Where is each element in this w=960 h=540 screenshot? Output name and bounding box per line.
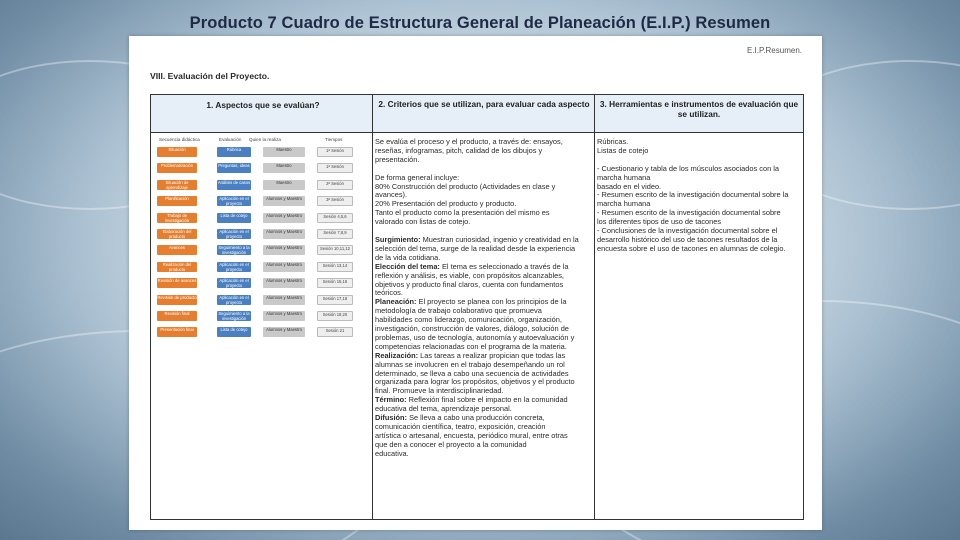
section-title: VIII. Evaluación del Proyecto. [150, 71, 270, 81]
flow-box: Revisión de producto [157, 295, 197, 305]
text-line: alumnas se involucren en el trabajo desempeñando un rol [375, 360, 565, 369]
document-corner-label: E.I.P.Resumen. [747, 46, 802, 55]
flow-box: Aplicación en el proyecto [217, 278, 251, 288]
flow-box: Sesión 17,18 [317, 295, 353, 305]
flow-box: Avances [157, 245, 197, 255]
flow-box: Situación de aprendizaje [157, 180, 197, 190]
text-line [597, 156, 801, 165]
flow-box: Sesión 7,8,9 [317, 229, 353, 239]
flow-box: Sesión 13,14 [317, 262, 353, 272]
flow-box: Seguimiento a la investigación [218, 245, 250, 256]
text-line: desarrollo histórico del uso de tacones resultados de la [597, 235, 778, 244]
flow-box: Alumnos y Maestro [263, 327, 305, 337]
flow-box: 1ª Sesión [317, 147, 353, 157]
flow-box: Aplicación en el proyecto [217, 262, 251, 272]
flow-box: Planificación [157, 196, 197, 206]
text-line: - Conclusiones de la investigación documental sobre el [597, 227, 778, 236]
criteria-text [375, 138, 591, 459]
flow-header: Quien la realiza [249, 137, 281, 142]
text-line: teóricos. [375, 289, 403, 298]
text-line: artística o artesanal, encuesta, periódico mural, entre otras [375, 431, 568, 440]
flow-box: Problematización [157, 163, 197, 173]
flow-box: Sesión 15,16 [317, 278, 353, 288]
flow-box: Sesión 21 [317, 327, 353, 337]
text-line [375, 227, 591, 236]
flow-box: Rúbrica [217, 147, 251, 157]
text-line: comunicación científica, teatro, exposición, creación [375, 423, 546, 431]
text-line: problemas, uso de tecnología, autonomía y autoevaluación y [375, 333, 575, 342]
table-header-criteria: 2. Criterios que se utilizan, para evaluar cada aspecto [378, 99, 590, 109]
flow-box: Elaboración del producto [157, 229, 197, 239]
text-line: 80% Construcción del producto (Actividades en clase y [375, 182, 556, 191]
text-line: Elección del tema: El tema es seleccionado a través de la [375, 262, 569, 271]
flow-box: Revisión final [157, 311, 197, 321]
text-line: encuesta sobre el uso de tacones en alumnas de colegio. [597, 244, 786, 253]
flow-box: Seguimiento a la investigación [218, 311, 250, 321]
text-line: 20% Presentación del producto y producto. [375, 200, 517, 209]
text-line: final. Promueve la interdisciplinariedad. [375, 387, 504, 396]
flow-box: Alumnos y Maestro [263, 196, 305, 206]
text-line: de la vida cotidiana. [375, 253, 441, 262]
text-line: los diferentes tipos de uso de tacones [597, 218, 722, 227]
flow-box: Alumnos y Maestro [263, 295, 305, 305]
text-line: educativa. [375, 449, 409, 458]
text-line: presentación. [375, 155, 420, 164]
flow-box: Análisis de casos [217, 180, 251, 190]
text-line: Surgimiento: Muestran curiosidad, ingenio y creatividad en la [375, 235, 579, 244]
text-line: Difusión: Se lleva a cabo una producción concreta, [375, 414, 545, 423]
tools-text [597, 138, 801, 254]
flow-header: Secuencia didáctica [159, 137, 200, 142]
flow-box: Revisión de avances [157, 278, 197, 288]
column-divider [372, 95, 373, 519]
text-line: Término: Reflexión final sobre el impacto en la comunidad [375, 396, 568, 405]
text-line: marcha humana [597, 173, 651, 182]
flow-box: Maestro [263, 147, 305, 157]
text-line: organizada para lograr los propósitos, objetivos y el producto [375, 378, 575, 387]
flow-box: Alumnos y Maestro [263, 278, 305, 288]
flow-box: Preguntas, ideas [217, 163, 251, 173]
text-line: selección del tema, surge de la realidad desde la experiencia [375, 244, 576, 253]
flow-box: Realización del producto [157, 262, 197, 272]
table-header-tools: 3. Herramientas e instrumentos de evaluación que se utilizan. [599, 99, 799, 119]
flow-box: Aplicación en el proyecto [217, 295, 251, 305]
evaluation-table [150, 94, 804, 520]
text-line: Planeación: El proyecto se planea con los principios de la [375, 298, 567, 307]
flow-box: 1ª Sesión [317, 163, 353, 173]
flow-box: 2ª Sesión [317, 180, 353, 190]
text-line: metodología de trabajo colaborativo que promueva [375, 307, 542, 316]
text-line: marcha humana [597, 200, 651, 209]
flow-box: 3ª Sesión [317, 196, 353, 206]
column-divider [594, 95, 595, 519]
text-line: Tanto el producto como la presentación del mismo es [375, 209, 550, 218]
flow-box: Sesión 4,5,6 [317, 213, 353, 223]
flow-box: Alumnos y Maestro [263, 213, 305, 223]
text-line: que den a conocer el proyecto a la comunidad [375, 440, 527, 449]
text-line [375, 165, 591, 174]
text-line: - Cuestionario y tabla de los músculos asociados con la [597, 164, 779, 173]
text-line: - Resumen escrito de la investigación documental sobre la [597, 191, 789, 200]
text-line: basado en el video. [597, 182, 662, 191]
flow-box: Alumnos y Maestro [263, 262, 305, 272]
flow-box: Lista de cotejo [217, 213, 251, 223]
text-line: habilidades como liderazgo, comunicación, organización, [375, 316, 562, 325]
slide-title: Producto 7 Cuadro de Estructura General de Planeación (E.I.P.) Resumen [189, 14, 771, 32]
flow-header: Evaluación [219, 137, 242, 142]
flow-box: Alumnos y Maestro [263, 245, 305, 255]
flow-box: Trabajo de investigación [157, 213, 197, 223]
text-line: reflexión y análisis, es viable, con propósitos alcanzables, [375, 271, 564, 280]
flow-box: Presentación final [157, 327, 197, 337]
text-line: competencias relacionadas con el programa de la materia. [375, 342, 567, 351]
flow-box: Aplicación en el proyecto [217, 196, 251, 206]
text-line: reseñas, infogramas, pitch, calidad de los dibujos y [375, 146, 543, 155]
text-line: - Resumen escrito de la investigación documental sobre [597, 209, 781, 218]
text-line: educativa del tema, aprendizaje personal. [375, 405, 512, 414]
text-line: valorado con listas de cotejo. [375, 218, 471, 227]
flow-box: Sesión 19,20 [317, 311, 353, 321]
document-page [129, 36, 822, 530]
flow-box: Situación [157, 147, 197, 157]
table-header-row [151, 95, 803, 133]
text-line: Se evalúa el proceso y el producto, a través de: ensayos, [375, 138, 563, 146]
text-line: investigación, construcción de valores, diálogo, solución de [375, 325, 569, 334]
text-line: determinado, se lleva a cabo una secuencia de actividades [375, 369, 569, 378]
didactic-sequence-flowchart [153, 137, 371, 517]
flow-box: Maestro [263, 180, 305, 190]
text-line: De forma general incluye: [375, 173, 460, 182]
text-line: Realización: Las tareas a realizar propician que todas las [375, 351, 566, 360]
text-line: objetivos y producto final claros, cuenta con fundamentos [375, 280, 564, 289]
table-header-aspects: 1. Aspectos que se evalúan? [206, 100, 320, 110]
flow-header: Tiempos [325, 137, 343, 142]
flow-box: Aplicación en el proyecto [217, 229, 251, 239]
flow-box: Alumnos y Maestro [263, 311, 305, 321]
text-line: Listas de cotejo [597, 146, 649, 155]
text-line: avances). [375, 191, 408, 200]
flow-box: Alumnos y Maestro [263, 229, 305, 239]
flow-box: Sesión 10,11,12 [317, 245, 353, 255]
text-line: Rúbricas. [597, 138, 629, 146]
flow-box: Maestro [263, 163, 305, 173]
flow-box: Lista de cotejo [217, 327, 251, 337]
